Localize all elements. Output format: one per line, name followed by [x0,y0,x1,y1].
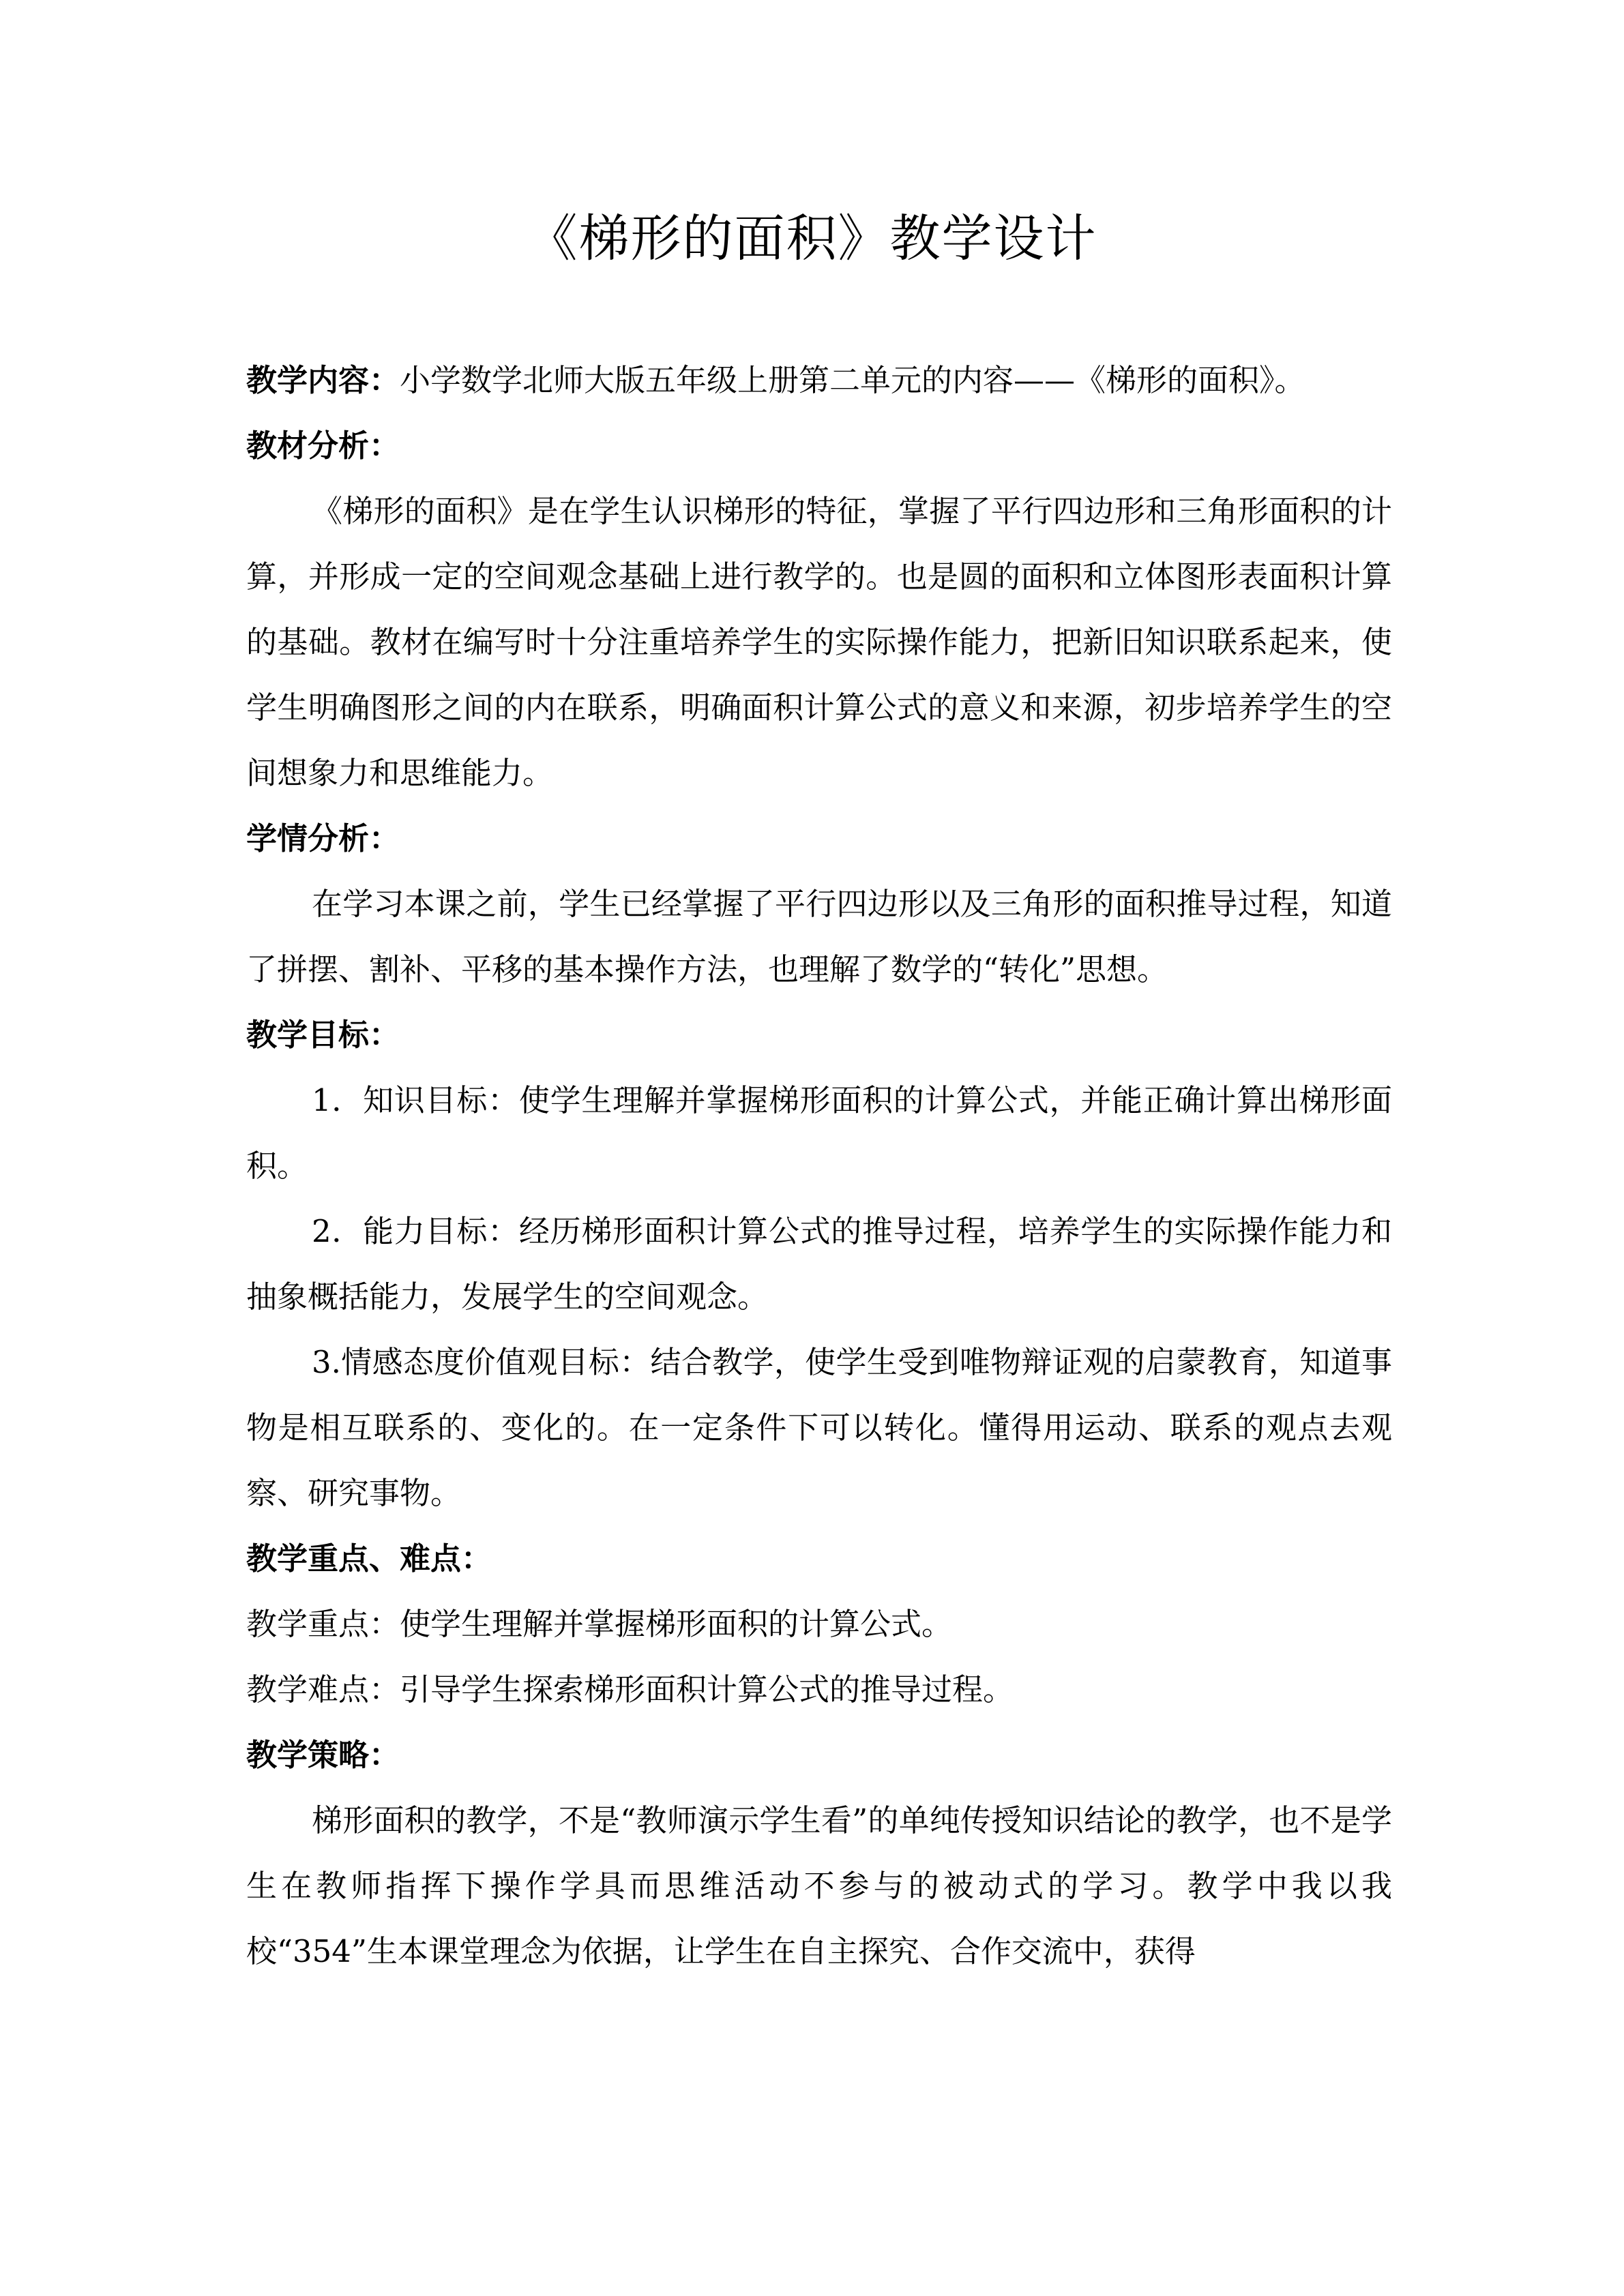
goal-emotion: 3.情感态度价值观目标：结合教学，使学生受到唯物辩证观的启蒙教育，知道事物是相互联系的、变化的。在一定条件下可以转化。懂得用运动、联系的观点去观察、研究事物。 [246,1344,1392,1511]
key-difficult-heading: 教学重点、难点： [246,1540,492,1577]
goal-ability: 2．能力目标：经历梯形面积计算公式的推导过程，培养学生的实际操作能力和抽象概括能力，发展学生的空间观念。 [246,1213,1392,1315]
difficult-point-text: 教学难点：引导学生探索梯形面积计算公式的推导过程。 [246,1671,1014,1708]
document-title: 《梯形的面积》教学设计 [527,209,1097,268]
teaching-content-label: 教学内容： [246,362,400,398]
student-analysis-text: 在学习本课之前，学生已经掌握了平行四边形以及三角形的面积推导过程，知道了拼摆、割补、平移的基本操作方法，也理解了数学的“转化”思想。 [246,886,1392,987]
teaching-strategy-text: 梯形面积的教学，不是“教师演示学生看”的单纯传授知识结论的教学，也不是学生在教师指挥下操作学具而思维活动不参与的被动式的学习。教学中我以我校“354”生本课堂理念为依据，让学生在自主探究、合作交流中，获得 [246,1802,1392,1969]
teaching-strategy-heading: 教学策略： [246,1737,400,1773]
teaching-goals-heading: 教学目标： [246,1017,400,1053]
material-analysis-heading: 教材分析： [246,428,400,464]
material-analysis-text: 《梯形的面积》是在学生认识梯形的特征，掌握了平行四边形和三角形面积的计算，并形成一定的空间观念基础上进行教学的。也是圆的面积和立体图形表面积计算的基础。教材在编写时十分注重培养学生的实际操作能力，把新旧知识联系起来，使学生明确图形之间的内在联系，明确面积计算公式的意义和来源，初步培养学生的空间想象力和思维能力。 [246,493,1392,791]
goal-knowledge: 1．知识目标：使学生理解并掌握梯形面积的计算公式，并能正确计算出梯形面积。 [246,1082,1392,1184]
teaching-content-paragraph [246,348,1392,413]
key-point-text: 教学重点：使学生理解并掌握梯形面积的计算公式。 [246,1606,953,1642]
student-analysis-heading: 学情分析： [246,820,400,856]
document-body [246,348,1392,1984]
teaching-content-text: 小学数学北师大版五年级上册第二单元的内容——《梯形的面积》。 [400,362,1305,398]
